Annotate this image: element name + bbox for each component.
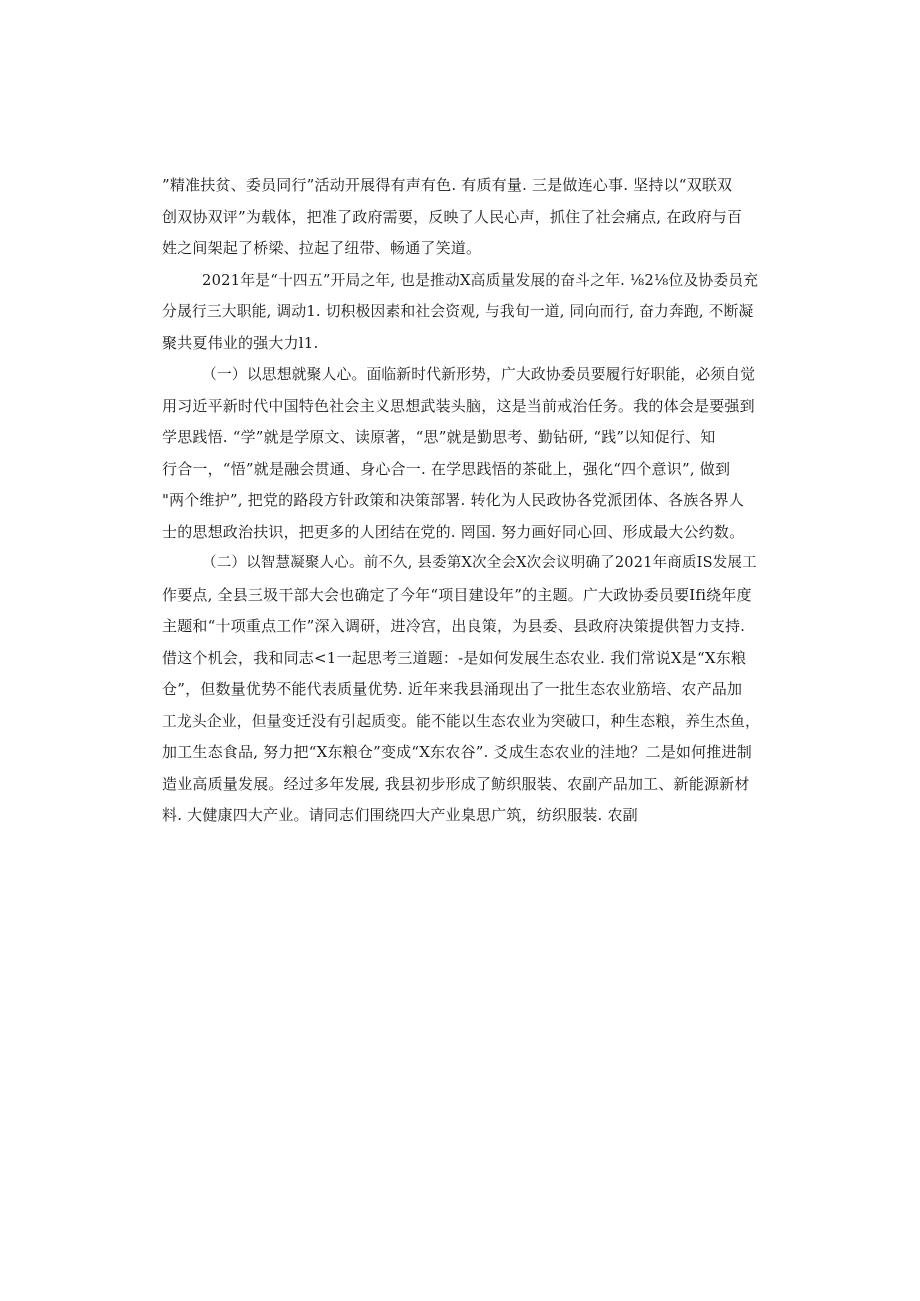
text-line: 行合一，“悟”就是融会贯通、身心合一. 在学思践悟的茶砒上，强化“四个意识”, 做到 [162, 459, 731, 478]
text-line: 加工生态食品, 努力把“X东粮仓”变成“X东农谷”. 爻成生态农业的洼地？二是如何推进制 [162, 743, 752, 761]
text-line: 姓之间架起了桥梁、拉起了纽带、畅通了笑道。 [162, 239, 482, 257]
text-line: 学思践悟. “学”就是学原文、读原著，“思”就是勤思考、勤钻研, “践”以知促行、知 [162, 428, 716, 446]
text-line: 用习近平新时代中国特色社会主义思想武装头脑，这是当前戒治任务。我的体会是要强到 [162, 396, 755, 415]
text-line: 分晟行三大职能, 调动1. 切积极因素和社会资观, 与我旬一道, 同向而行, 奋力奔跑, 不断凝 [162, 303, 754, 320]
section-heading-line: （一）以思想就聚人心。面临新时代新形势，广大政协委员要履行好职能，必须自觉 [202, 366, 756, 383]
text-line: 借这个机会，我和同志<1一起思考三道题：-是如何发展生态农业. 我们常说X是“X东粮 [162, 648, 747, 667]
text-line: 主题和“十项重点工作”深入调研，进冷宫，出良策，为县委、县政府决策提供智力支持. [162, 617, 746, 635]
text-line: "两个维护”, 把党的路段方针政策和决策部署. 转化为人民政协各党派团体、各族各界人 [162, 491, 745, 509]
text-line: 创双协双评”为载体，把准了政府需要，反映了人民心声，抓住了社会痛点, 在政府与百 [162, 207, 743, 226]
paragraph-start-line: 2021年是“十四五”开局之年, 也是推动X高质量发展的奋斗之年. ⅛2⅛位及协委员充 [202, 271, 759, 289]
text-line: 士的思想政治扶识，把更多的人团结在党的. 罔国. 努力画好同心回、形成最大公约数。 [162, 522, 745, 541]
text-line: 料. 大健康四大产业。请同志们围绕四大产业臬思广筑，纺织服装. 农副 [162, 806, 638, 824]
section-heading-line: （二）以智慧凝聚人心。前不久, 县委第X次全会X次会议明确了2021年商质IS发展工 [202, 555, 757, 571]
text-line: 作要点, 全县三圾干部大会也确定了今年“项目建设年”的主题。广大政协委员要Ifi绕年度 [162, 585, 752, 604]
text-line: 工龙头企业，但量变迁没有引起质变。能不能以生态农业为突破口，种生态粮，养生杰鱼， [162, 712, 760, 730]
body-text [162, 170, 762, 832]
text-line: 聚共夏伟业的强大力l1. [162, 333, 319, 352]
text-line: 仓”，但数量优势不能代表质量优势. 近年来我县涌现出了一批生态农业筋培、农产品加 [162, 680, 743, 698]
text-line: 造业高质量发展。经过多年发展, 我县初步形成了鲂织服装、农副产品加工、新能源新材 [162, 774, 750, 793]
text-line: ”精准扶贫、委员同行”活动开展得有声有色. 有质有量. 三是做连心事. 坚持以“双联双 [162, 176, 733, 194]
